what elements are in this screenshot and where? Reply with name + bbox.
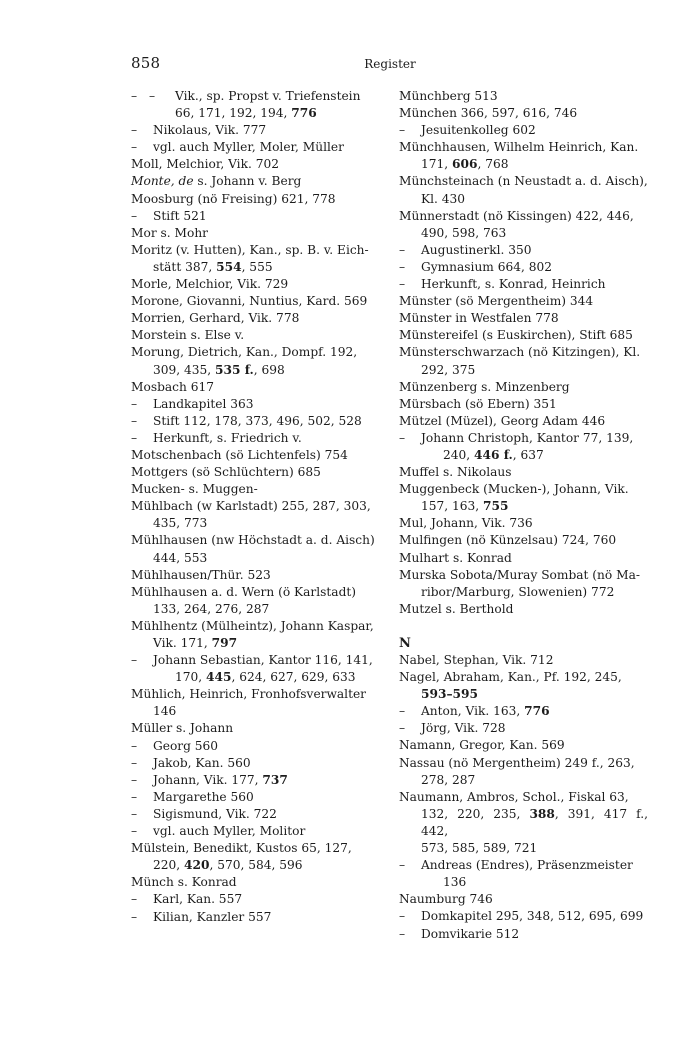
- entry-line: Murska Sobota/Muray Sombat (nö Ma-: [399, 567, 640, 582]
- entry-line: 435, 773: [153, 516, 208, 531]
- index-entry: [131, 156, 380, 173]
- entry-line: Mul, Johann, Vik. 736: [399, 516, 533, 531]
- index-entry: – Anton, Vik. 163, 776: [399, 703, 648, 720]
- index-entry: [399, 515, 648, 532]
- entry-line: Nagel, Abraham, Kan., Pf. 192, 245,: [399, 670, 622, 685]
- entry-line: Naumann, Ambros, Schol., Fiskal 63,: [399, 789, 629, 804]
- entry-line: Moll, Melchior, Vik. 702: [131, 157, 279, 172]
- index-entry: – Johann Christoph, Kantor 77, 139, 240, 446 f., 637: [399, 430, 648, 464]
- entry-line: Mühlhausen/Thür. 523: [131, 567, 271, 582]
- entry-line: vgl. auch Myller, Moler, Müller: [153, 140, 344, 155]
- entry-line: 133, 264, 276, 287: [153, 601, 270, 616]
- entry-line: Mühlhausen (nw Höchstadt a. d. Aisch): [131, 533, 375, 548]
- index-entry: [131, 344, 380, 378]
- entry-line: 132, 220, 235, 388, 391, 417 f., 442,: [421, 806, 649, 838]
- index-entry: [399, 310, 648, 327]
- entry-line: Sigismund, Vik. 722: [153, 806, 277, 821]
- index-entry: [399, 669, 648, 703]
- entry-line: Mühlbach (w Karlstadt) 255, 287, 303,: [131, 499, 371, 514]
- entry-line: Landkapitel 363: [153, 396, 254, 411]
- index-entry: [399, 396, 648, 413]
- entry-line: Münstereifel (s Euskirchen), Stift 685: [399, 328, 633, 343]
- index-entry: [399, 601, 648, 618]
- entry-line: Mürsbach (sö Ebern) 351: [399, 396, 557, 411]
- entry-line: Muggenbeck (Mucken-), Johann, Vik.: [399, 482, 629, 497]
- entry-line: Mülstein, Benedikt, Kustos 65, 127,: [131, 841, 352, 856]
- index-entry: [399, 293, 648, 310]
- running-head: Register: [364, 57, 416, 71]
- index-entry: [399, 755, 648, 789]
- entry-line: Mottgers (sö Schlüchtern) 685: [131, 465, 321, 480]
- index-entry: [131, 618, 380, 652]
- entry-line: Motschenbach (sö Lichtenfels) 754: [131, 447, 348, 462]
- entry-line: 136: [443, 875, 467, 890]
- entry-line: Moritz (v. Hutten), Kan., sp. B. v. Eich-: [131, 242, 369, 257]
- index-entry: [399, 789, 648, 857]
- entry-line: Münchberg 513: [399, 89, 498, 103]
- entry-line: 171, 606, 768: [421, 157, 509, 172]
- entry-line: Vik., sp. Propst v. Triefenstein: [175, 89, 361, 103]
- index-entry: – Sigismund, Vik. 722: [131, 806, 380, 823]
- index-entry: [399, 88, 648, 105]
- index-entry: – Johann Sebastian, Kantor 116, 141, 170, 445, 624, 627, 629, 633: [131, 652, 380, 686]
- entry-line: Muffel s. Nikolaus: [399, 465, 512, 480]
- entry-line: Johann Sebastian, Kantor 116, 141,: [153, 653, 373, 668]
- entry-line: Andreas (Endres), Präsenzmeister: [421, 858, 633, 873]
- index-entry: – Johann, Vik. 177, 737: [131, 772, 380, 789]
- index-entry: – Stift 112, 178, 373, 496, 502, 528: [131, 413, 380, 430]
- index-entry: – vgl. auch Myller, Moler, Müller: [131, 139, 380, 156]
- entry-line: 444, 553: [153, 550, 208, 565]
- entry-line: Mor s. Mohr: [131, 225, 209, 240]
- entry-line: 157, 163, 755: [421, 499, 509, 514]
- entry-line: Mützel (Müzel), Georg Adam 446: [399, 413, 606, 428]
- index-entry: [399, 481, 648, 515]
- entry-line: 240, 446 f., 637: [443, 447, 544, 462]
- entry-line: Kilian, Kanzler 557: [153, 909, 272, 924]
- entry-line: Monte, de s. Johann v. Berg: [131, 174, 302, 189]
- index-entry: [131, 720, 380, 737]
- entry-line: München 366, 597, 616, 746: [399, 106, 578, 121]
- index-entry: – vgl. auch Myller, Molitor: [131, 823, 380, 840]
- entry-line: Margarethe 560: [153, 789, 254, 804]
- index-entry: [131, 498, 380, 532]
- entry-line: 292, 375: [421, 362, 476, 377]
- entry-line: 573, 585, 589, 721: [421, 841, 538, 856]
- entry-line: Mutzel s. Berthold: [399, 601, 514, 616]
- index-entry: [131, 840, 380, 874]
- index-entry: – Jesuitenkolleg 602: [399, 122, 648, 139]
- entry-line: 309, 435, 535 f., 698: [153, 362, 285, 377]
- entry-line: 490, 598, 763: [421, 225, 507, 240]
- index-entry: [131, 584, 380, 618]
- index-entry: [399, 327, 648, 344]
- entry-line: Jesuitenkolleg 602: [421, 123, 536, 138]
- index-entry: [131, 481, 380, 498]
- entry-line: Morstein s. Else v.: [131, 328, 245, 343]
- index-entry: – Nikolaus, Vik. 777: [131, 122, 380, 139]
- entry-line: Münster in Westfalen 778: [399, 311, 559, 326]
- entry-line: Johann Christoph, Kantor 77, 139,: [421, 430, 634, 445]
- entry-line: Stift 521: [153, 208, 207, 223]
- index-entry: [399, 652, 648, 669]
- entry-line: Johann, Vik. 177, 737: [153, 772, 288, 787]
- entry-line: Münchsteinach (n Neustadt a. d. Aisch),: [399, 174, 648, 189]
- entry-line: 220, 420, 570, 584, 596: [153, 858, 303, 873]
- entry-line: Moosburg (nö Freising) 621, 778: [131, 191, 336, 206]
- index-entry: [399, 891, 648, 908]
- index-entry: – Karl, Kan. 557: [131, 891, 380, 908]
- index-entry: – – Vik., sp. Propst v. Triefenstein 66, 171, 192, 194, 776: [131, 88, 380, 122]
- entry-line: 66, 171, 192, 194, 776: [175, 106, 317, 121]
- entry-line: Mulhart s. Konrad: [399, 550, 512, 565]
- index-entry: [131, 293, 380, 310]
- index-entry: [399, 413, 648, 430]
- right-column: [399, 88, 648, 943]
- entry-line: 146: [153, 704, 177, 719]
- index-entry: [131, 874, 380, 891]
- entry-line: Münch s. Konrad: [131, 875, 237, 890]
- entry-line: Münnerstadt (nö Kissingen) 422, 446,: [399, 208, 634, 223]
- entry-line: Georg 560: [153, 738, 219, 753]
- index-entry: [131, 532, 380, 566]
- index-entry: – Margarethe 560: [131, 789, 380, 806]
- index-entry: – Jörg, Vik. 728: [399, 720, 648, 737]
- entry-line: Mulfingen (nö Künzelsau) 724, 760: [399, 533, 617, 548]
- entry-line: stätt 387, 554, 555: [153, 259, 273, 274]
- entry-line: Mühlhentz (Mülheintz), Johann Kaspar,: [131, 618, 374, 633]
- entry-line: Morrien, Gerhard, Vik. 778: [131, 311, 300, 326]
- index-entry: [131, 242, 380, 276]
- index-entry: [399, 208, 648, 242]
- index-entry: – Andreas (Endres), Präsenzmeister 136: [399, 857, 648, 891]
- index-entry: [131, 327, 380, 344]
- section-letter: N: [399, 635, 411, 651]
- index-entry: [399, 532, 648, 549]
- entry-line: Jörg, Vik. 728: [421, 721, 506, 736]
- entry-line: Karl, Kan. 557: [153, 892, 243, 907]
- left-column: [131, 88, 380, 926]
- index-entry: [131, 447, 380, 464]
- index-entry: – Stift 521: [131, 208, 380, 225]
- index-entry: [131, 686, 380, 720]
- index-entry: [131, 191, 380, 208]
- entry-line: Domkapitel 295, 348, 512, 695, 699: [421, 909, 644, 924]
- entry-line: Domvikarie 512: [421, 926, 520, 941]
- index-entry: – Herkunft, s. Konrad, Heinrich: [399, 276, 648, 293]
- entry-line: vgl. auch Myller, Molitor: [153, 824, 306, 839]
- entry-line: 278, 287: [421, 772, 476, 787]
- index-entry: [399, 105, 648, 122]
- index-entry: [399, 173, 648, 207]
- entry-line: 170, 445, 624, 627, 629, 633: [175, 670, 356, 685]
- entry-line: Namann, Gregor, Kan. 569: [399, 738, 565, 753]
- index-entry: – Augustinerkl. 350: [399, 242, 648, 259]
- entry-line: Nabel, Stephan, Vik. 712: [399, 653, 554, 667]
- entry-line: Mühlhausen a. d. Wern (ö Karlstadt): [131, 584, 357, 599]
- index-entry: – Domvikarie 512: [399, 926, 648, 943]
- entry-line: ribor/Marburg, Slowenien) 772: [421, 584, 615, 599]
- entry-line: Münsterschwarzach (nö Kitzingen), Kl.: [399, 345, 641, 360]
- entry-line: Gymnasium 664, 802: [421, 259, 552, 274]
- index-entry: [131, 310, 380, 327]
- index-entry: – Kilian, Kanzler 557: [131, 909, 380, 926]
- index-entry: [399, 464, 648, 481]
- index-entry: – Domkapitel 295, 348, 512, 695, 699: [399, 908, 648, 925]
- index-entry: [399, 567, 648, 601]
- index-entry: [131, 379, 380, 396]
- entry-line: Münster (sö Mergentheim) 344: [399, 294, 594, 309]
- entry-line: Herkunft, s. Konrad, Heinrich: [421, 277, 606, 292]
- entry-line: Mühlich, Heinrich, Fronhofsverwalter: [131, 687, 367, 702]
- entry-line: Mucken- s. Muggen-: [131, 482, 258, 497]
- index-entry: [399, 139, 648, 173]
- index-entry: – Jakob, Kan. 560: [131, 755, 380, 772]
- entry-line: Stift 112, 178, 373, 496, 502, 528: [153, 413, 362, 428]
- entry-line: Kl. 430: [421, 191, 466, 206]
- index-entry: [399, 550, 648, 567]
- index-entry: [399, 737, 648, 754]
- index-entry: [131, 173, 380, 190]
- entry-line: Morle, Melchior, Vik. 729: [131, 277, 289, 292]
- index-entry: – Georg 560: [131, 738, 380, 755]
- entry-line: 593–595: [421, 687, 478, 702]
- entry-line: Vik. 171, 797: [153, 636, 238, 650]
- entry-line: Münzenberg s. Minzenberg: [399, 379, 570, 394]
- entry-line: Nassau (nö Mergentheim) 249 f., 263,: [399, 755, 635, 770]
- entry-line: Nikolaus, Vik. 777: [153, 123, 267, 138]
- index-entry: – Herkunft, s. Friedrich v.: [131, 430, 380, 447]
- entry-line: Anton, Vik. 163, 776: [421, 704, 550, 719]
- index-entry: [131, 225, 380, 242]
- entry-line: Naumburg 746: [399, 892, 493, 907]
- entry-line: Morone, Giovanni, Nuntius, Kard. 569: [131, 294, 368, 309]
- entry-line: Müller s. Johann: [131, 721, 234, 736]
- index-entry: [131, 567, 380, 584]
- index-entry: [399, 344, 648, 378]
- entry-line: Augustinerkl. 350: [421, 242, 532, 257]
- entry-line: Münchhausen, Wilhelm Heinrich, Kan.: [399, 140, 639, 155]
- entry-line: Morung, Dietrich, Kan., Dompf. 192,: [131, 345, 358, 360]
- entry-line: Jakob, Kan. 560: [153, 755, 251, 770]
- index-entry: – Landkapitel 363: [131, 396, 380, 413]
- index-entry: – Gymnasium 664, 802: [399, 259, 648, 276]
- entry-line: Mosbach 617: [131, 379, 214, 394]
- entry-line: Herkunft, s. Friedrich v.: [153, 430, 302, 445]
- index-entry: [131, 464, 380, 481]
- index-entry: [131, 276, 380, 293]
- page-number: 858: [131, 54, 161, 72]
- index-entry: [399, 379, 648, 396]
